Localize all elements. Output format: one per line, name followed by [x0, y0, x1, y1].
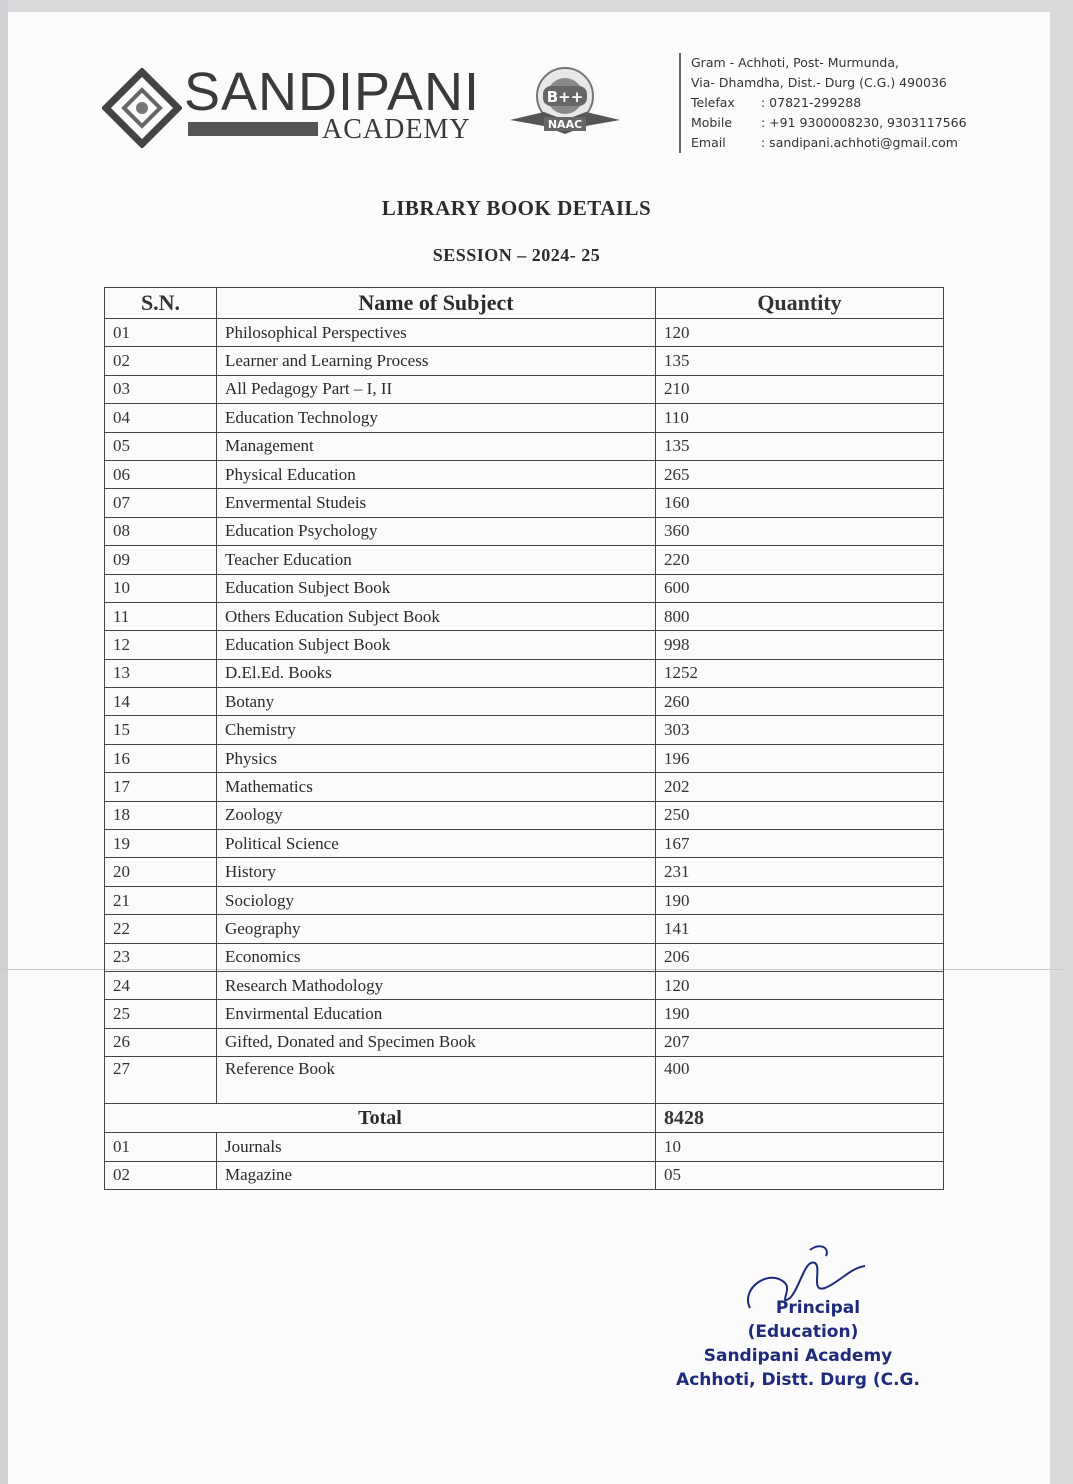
document-title: LIBRARY BOOK DETAILS — [381, 196, 652, 220]
cell-sn: 09 — [105, 546, 217, 574]
cell-sn: 20 — [105, 858, 217, 886]
cell-sn: 12 — [105, 631, 217, 659]
cell-sn: 25 — [105, 1000, 217, 1028]
cell-quantity: 167 — [656, 830, 944, 858]
table-row — [105, 347, 944, 375]
cell-subject: Others Education Subject Book — [217, 602, 656, 630]
table-row — [105, 517, 944, 545]
cell-quantity: 196 — [656, 744, 944, 772]
cell-quantity: 135 — [656, 347, 944, 375]
logo-subtitle: ACADEMY — [322, 114, 471, 145]
cell-subject: Magazine — [217, 1161, 656, 1189]
cell-sn: 10 — [105, 574, 217, 602]
page-edge — [0, 0, 8, 1484]
cell-quantity: 10 — [656, 1133, 944, 1161]
cell-quantity: 202 — [656, 773, 944, 801]
cell-sn: 06 — [105, 460, 217, 488]
diamond-logo-icon — [102, 68, 182, 148]
cell-sn: 21 — [105, 886, 217, 914]
cell-sn: 05 — [105, 432, 217, 460]
table-row — [105, 319, 944, 347]
table-row — [105, 1057, 944, 1104]
table-row — [105, 688, 944, 716]
cell-quantity: 400 — [656, 1057, 944, 1104]
cell-subject: Journals — [217, 1133, 656, 1161]
cell-sn: 15 — [105, 716, 217, 744]
cell-quantity: 303 — [656, 716, 944, 744]
table-row — [105, 404, 944, 432]
cell-quantity: 260 — [656, 688, 944, 716]
total-value: 8428 — [656, 1104, 944, 1133]
cell-sn: 17 — [105, 773, 217, 801]
cell-quantity: 110 — [656, 404, 944, 432]
cell-subject: Reference Book — [217, 1057, 656, 1104]
table-row — [105, 1000, 944, 1028]
header-name: Name of Subject — [217, 288, 656, 319]
academy-logo — [102, 62, 622, 152]
address-line-2: Via- Dhamdha, Dist.- Durg (C.G.) 490036 — [691, 75, 947, 90]
cell-quantity: 190 — [656, 1000, 944, 1028]
cell-sn: 23 — [105, 943, 217, 971]
table-body — [105, 319, 944, 1190]
cell-subject: Education Technology — [217, 404, 656, 432]
principal-stamp — [668, 1296, 928, 1392]
cell-quantity: 206 — [656, 943, 944, 971]
header-sn: S.N. — [105, 288, 217, 319]
cell-subject: Philosophical Perspectives — [217, 319, 656, 347]
table-row — [105, 943, 944, 971]
cell-sn: 01 — [105, 319, 217, 347]
cell-sn: 11 — [105, 602, 217, 630]
stamp-line-1: Principal — [775, 1298, 861, 1318]
total-label: Total — [105, 1104, 656, 1133]
cell-sn: 22 — [105, 915, 217, 943]
cell-subject: D.El.Ed. Books — [217, 659, 656, 687]
cell-quantity: 231 — [656, 858, 944, 886]
cell-quantity: 600 — [656, 574, 944, 602]
table-row — [105, 971, 944, 999]
cell-quantity: 207 — [656, 1028, 944, 1056]
extra-row — [105, 1133, 944, 1161]
cell-sn: 04 — [105, 404, 217, 432]
cell-subject: Education Subject Book — [217, 574, 656, 602]
cell-subject: Zoology — [217, 801, 656, 829]
table-row — [105, 432, 944, 460]
cell-subject: Education Psychology — [217, 517, 656, 545]
table-row — [105, 375, 944, 403]
cell-subject: Research Mathodology — [217, 971, 656, 999]
cell-quantity: 220 — [656, 546, 944, 574]
table-row — [105, 460, 944, 488]
cell-quantity: 800 — [656, 602, 944, 630]
cell-subject: Education Subject Book — [217, 631, 656, 659]
header-quantity: Quantity — [656, 288, 944, 319]
table-row — [105, 602, 944, 630]
stamp-line-3: Sandipani Academy — [703, 1346, 893, 1366]
cell-subject: Chemistry — [217, 716, 656, 744]
cell-subject: Mathematics — [217, 773, 656, 801]
contact-block — [679, 53, 1021, 153]
table-row — [105, 915, 944, 943]
table-row — [105, 744, 944, 772]
cell-quantity: 265 — [656, 460, 944, 488]
total-row — [105, 1104, 944, 1133]
table-row — [105, 830, 944, 858]
cell-subject: History — [217, 858, 656, 886]
cell-quantity: 998 — [656, 631, 944, 659]
cell-quantity: 210 — [656, 375, 944, 403]
cell-subject: Economics — [217, 943, 656, 971]
cell-quantity: 250 — [656, 801, 944, 829]
cell-subject: Botany — [217, 688, 656, 716]
badge-label: NAAC — [547, 118, 583, 131]
library-book-table — [104, 287, 944, 1190]
stamp-line-2: (Education) — [747, 1322, 859, 1342]
cell-quantity: 1252 — [656, 659, 944, 687]
cell-sn: 01 — [105, 1133, 217, 1161]
table-row — [105, 801, 944, 829]
cell-subject: Gifted, Donated and Specimen Book — [217, 1028, 656, 1056]
cell-subject: Sociology — [217, 886, 656, 914]
cell-sn: 02 — [105, 1161, 217, 1189]
cell-sn: 19 — [105, 830, 217, 858]
telefax-line: Telefax : 07821-299288 — [691, 95, 862, 110]
logo-name: SANDIPANI — [184, 62, 481, 122]
mobile-line: Mobile : +91 9300008230, 9303117566 — [691, 115, 967, 130]
cell-sn: 18 — [105, 801, 217, 829]
session-label: SESSION – 2024- 25 — [432, 245, 601, 265]
logo-bar — [188, 122, 318, 136]
cell-sn: 07 — [105, 489, 217, 517]
cell-subject: All Pedagogy Part – I, II — [217, 375, 656, 403]
cell-sn: 08 — [105, 517, 217, 545]
naac-badge-icon — [510, 62, 620, 142]
cell-sn: 14 — [105, 688, 217, 716]
table-row — [105, 546, 944, 574]
table-header-row — [105, 288, 944, 319]
table-row — [105, 858, 944, 886]
cell-subject: Management — [217, 432, 656, 460]
cell-subject: Envermental Studeis — [217, 489, 656, 517]
cell-sn: 13 — [105, 659, 217, 687]
table-row — [105, 489, 944, 517]
table-row — [105, 716, 944, 744]
cell-sn: 26 — [105, 1028, 217, 1056]
table-row — [105, 1028, 944, 1056]
cell-subject: Physical Education — [217, 460, 656, 488]
badge-grade: B++ — [546, 88, 584, 106]
email-line: Email : sandipani.achhoti@gmail.com — [691, 135, 958, 150]
cell-subject: Teacher Education — [217, 546, 656, 574]
cell-subject: Learner and Learning Process — [217, 347, 656, 375]
cell-quantity: 190 — [656, 886, 944, 914]
cell-sn: 24 — [105, 971, 217, 999]
cell-quantity: 135 — [656, 432, 944, 460]
table-row — [105, 773, 944, 801]
cell-quantity: 120 — [656, 971, 944, 999]
extra-row — [105, 1161, 944, 1189]
table-row — [105, 886, 944, 914]
table-row — [105, 659, 944, 687]
cell-sn: 16 — [105, 744, 217, 772]
cell-sn: 03 — [105, 375, 217, 403]
cell-sn: 27 — [105, 1057, 217, 1104]
address-line-1: Gram - Achhoti, Post- Murmunda, — [691, 55, 899, 70]
cell-quantity: 120 — [656, 319, 944, 347]
table-row — [105, 574, 944, 602]
cell-quantity: 141 — [656, 915, 944, 943]
cell-quantity: 160 — [656, 489, 944, 517]
cell-quantity: 05 — [656, 1161, 944, 1189]
cell-sn: 02 — [105, 347, 217, 375]
cell-subject: Geography — [217, 915, 656, 943]
cell-subject: Physics — [217, 744, 656, 772]
cell-subject: Envirmental Education — [217, 1000, 656, 1028]
cell-quantity: 360 — [656, 517, 944, 545]
table-row — [105, 631, 944, 659]
stamp-line-4: Achhoti, Distt. Durg (C.G. — [676, 1370, 920, 1390]
cell-subject: Political Science — [217, 830, 656, 858]
